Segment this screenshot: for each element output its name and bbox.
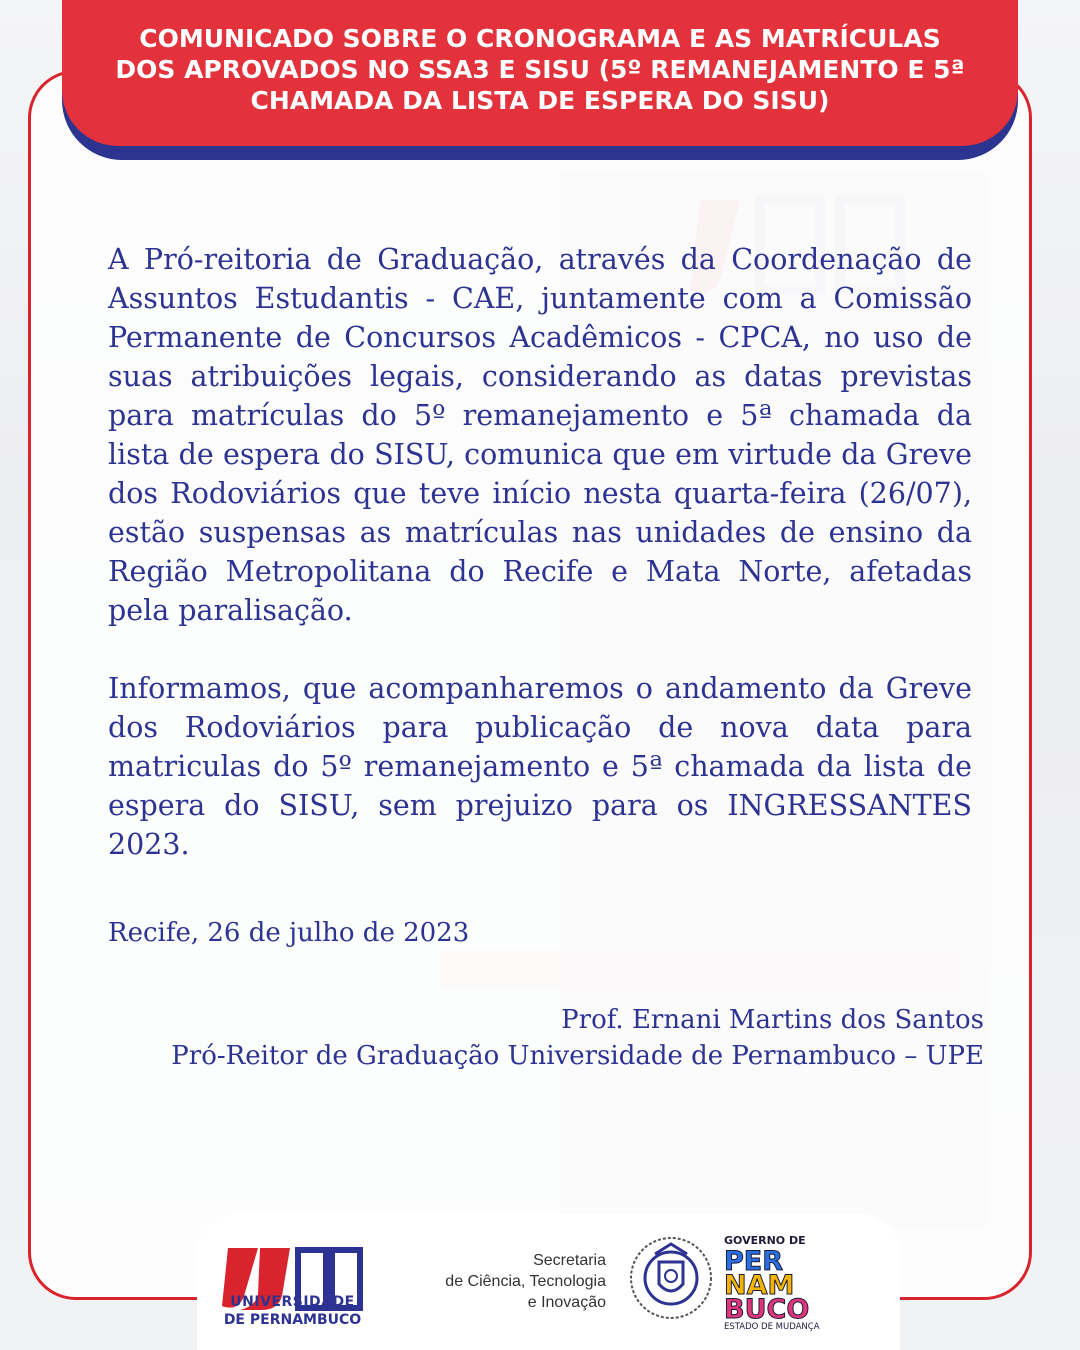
signature-name: Prof. Ernani Martins dos Santos [561, 1005, 984, 1035]
signature-role: Pró-Reitor de Graduação Universidade de Pernambuco – UPE [171, 1041, 984, 1071]
header-banner [62, 0, 1018, 146]
paragraph-followup: Informamos, que acompanharemos o andamento da Greve dos Rodoviários para publicação de nova data para matriculas do 5º remanejamento e 5ª chamada da lista de espera do SISU, sem prejuizo para os INGRESSANTES 2023. [108, 672, 972, 861]
secretaria-line2: de Ciência, Tecnologia [445, 1273, 606, 1290]
upe-name-line1: UNIVERSIDADE [230, 1294, 355, 1310]
gov-nam-text: NAM [724, 1270, 795, 1301]
gov-top-text: GOVERNO DE [724, 1234, 806, 1247]
secretaria-label [380, 1250, 606, 1313]
paragraph-suspension: A Pró-reitoria de Graduação, através da Coordenação de Assuntos Estudantis - CAE, juntamente com a Comissão Permanente de Concursos Acadêmicos - CPCA, no uso de suas atribuições legais, considerando as datas previstas para matrículas do 5º remanejamento e 5ª chamada da lista de espera do SISU, comunica que em virtude da Greve dos Rodoviários que teve início nesta quarta-feira (26/07), estão suspensas as matrículas nas unidades de ensino da Região Metropolitana do Recife e Mata Norte, afetadas pela paralisação. [108, 243, 972, 627]
secretaria-line1: Secretaria [533, 1252, 606, 1269]
governo-pernambuco-logo [722, 1232, 862, 1332]
secretaria-line3: e Inovação [527, 1294, 606, 1311]
announcement-date: Recife, 26 de julho de 2023 [108, 918, 470, 948]
page-title: COMUNICADO SOBRE O CRONOGRAMA E AS MATRÍCULAS DOS APROVADOS NO SSA3 E SISU (5º REMANEJAMENTO E 5ª CHAMADA DA LISTA DE ESPERA DO SISU) [115, 23, 965, 115]
gov-buco-text: BUCO [724, 1294, 810, 1325]
gov-per-text: PER [724, 1246, 784, 1277]
signature-block [171, 1002, 984, 1074]
pernambuco-seal-icon [625, 1232, 717, 1324]
gov-tagline-text: ESTADO DE MUDANÇA [724, 1322, 820, 1332]
announcement-body [108, 240, 972, 864]
upe-name-line2: DE PERNAMBUCO [223, 1312, 362, 1328]
upe-logo-text: UPE [220, 1246, 223, 1247]
